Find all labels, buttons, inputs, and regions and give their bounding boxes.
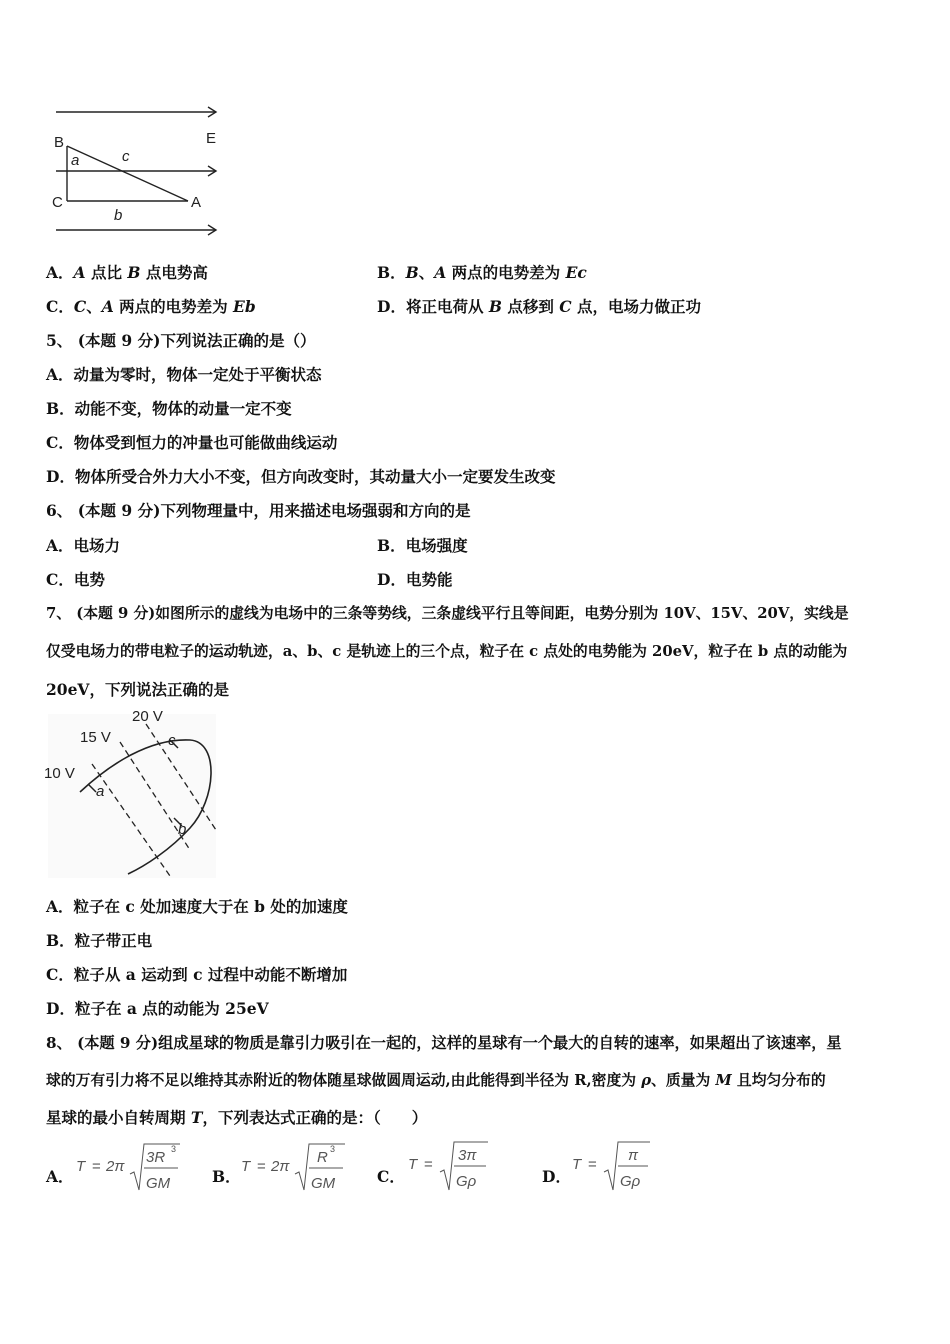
q4-option-d[interactable]: D．将正电荷从 B 点移到 C 点，电场力做正功 bbox=[377, 297, 702, 316]
q8-stem-line3: 星球的最小自转周期 T，下列表达式正确的是：（ ） bbox=[46, 1108, 428, 1127]
q4-option-b[interactable]: B．B、A 两点的电势差为 Ec bbox=[377, 263, 587, 282]
label-b: b bbox=[114, 207, 123, 224]
q7-option-d[interactable]: D．粒子在 a 点的动能为 25eV bbox=[46, 999, 269, 1018]
fc-num: 3π bbox=[458, 1147, 477, 1164]
label-B: B bbox=[54, 134, 65, 151]
q8-stem-line2: 球的万有引力将不足以维持其赤附近的物体随星球做圆周运动,由此能得到半径为 R,密度为 ρ、质量为 M 且均匀分布的 bbox=[46, 1072, 826, 1089]
q8-formula-c[interactable] bbox=[406, 1138, 496, 1194]
q6-option-a[interactable]: A．电场力 bbox=[46, 536, 121, 555]
fb-coef: 2π bbox=[271, 1158, 290, 1175]
q8-formula-b[interactable] bbox=[239, 1140, 349, 1194]
q8-option-a-label[interactable]: A． bbox=[46, 1167, 74, 1186]
q7-stem-line2: 仅受电场力的带电粒子的运动轨迹，a、b、c 是轨迹上的三个点，粒子在 c 点处的电势能为 20eV，粒子在 b 点的动能为 bbox=[46, 643, 848, 660]
fa-lhs: T bbox=[76, 1158, 86, 1175]
q5-option-a[interactable]: A．动量为零时，物体一定处于平衡状态 bbox=[46, 365, 322, 384]
q8-option-b-label[interactable]: B． bbox=[212, 1167, 241, 1186]
label-A: A bbox=[191, 194, 202, 211]
q7-option-a[interactable]: A．粒子在 c 处加速度大于在 b 处的加速度 bbox=[46, 897, 348, 916]
triangle-field-figure bbox=[40, 96, 240, 246]
fd-lhs: T bbox=[572, 1156, 582, 1173]
fb-lhs: T bbox=[241, 1158, 251, 1175]
q5-stem: 5、 (本题 9 分)下列说法正确的是（） bbox=[46, 331, 316, 350]
q6-stem: 6、 (本题 9 分)下列物理量中，用来描述电场强弱和方向的是 bbox=[46, 501, 471, 520]
fb-exp: 3 bbox=[330, 1144, 336, 1154]
label-15v: 15 V bbox=[80, 729, 111, 746]
q6-option-d[interactable]: D．电势能 bbox=[377, 570, 453, 589]
fc-den: Gρ bbox=[456, 1173, 477, 1190]
q7-option-c[interactable]: C．粒子从 a 运动到 c 过程中动能不断增加 bbox=[46, 965, 348, 984]
fd-den: Gρ bbox=[620, 1173, 641, 1190]
q4-option-c[interactable]: C．C、A 两点的电势差为 Eb bbox=[46, 297, 256, 316]
label-point-c: c bbox=[168, 732, 176, 749]
fc-eq: = bbox=[424, 1156, 433, 1173]
q7-stem-line1: 7、 (本题 9 分)如图所示的虚线为电场中的三条等势线，三条虚线平行且等间距，电势分别为 10V、15V、20V，实线是 bbox=[46, 605, 849, 622]
q7-stem-line3: 20eV，下列说法正确的是 bbox=[46, 680, 229, 699]
q8-option-c-label[interactable]: C． bbox=[377, 1167, 405, 1186]
q5-option-c[interactable]: C．物体受到恒力的冲量也可能做曲线运动 bbox=[46, 433, 338, 452]
q8-option-d-label[interactable]: D． bbox=[542, 1167, 571, 1186]
q4-option-a[interactable]: A．A 点比 B 点电势高 bbox=[46, 263, 208, 282]
fd-eq: = bbox=[588, 1156, 597, 1173]
label-20v: 20 V bbox=[132, 708, 163, 725]
fd-num: π bbox=[628, 1147, 639, 1164]
label-a: a bbox=[71, 152, 80, 169]
fb-den: GM bbox=[311, 1175, 336, 1192]
fa-den: GM bbox=[146, 1175, 171, 1192]
fa-exp: 3 bbox=[171, 1144, 177, 1154]
q8-formula-d[interactable] bbox=[570, 1138, 660, 1194]
label-C: C bbox=[52, 194, 63, 211]
label-point-a: a bbox=[96, 783, 105, 800]
q5-option-d[interactable]: D．物体所受合外力大小不变，但方向改变时，其动量大小一定要发生改变 bbox=[46, 467, 556, 486]
fb-num: R bbox=[317, 1149, 328, 1166]
label-10v: 10 V bbox=[44, 765, 75, 782]
fa-eq: = bbox=[92, 1158, 101, 1175]
q8-formula-a[interactable] bbox=[74, 1140, 184, 1194]
label-c: c bbox=[122, 148, 130, 165]
fa-num: 3R bbox=[146, 1149, 166, 1166]
fc-lhs: T bbox=[408, 1156, 418, 1173]
q7-option-b[interactable]: B．粒子带正电 bbox=[46, 931, 153, 950]
q8-stem-line1: 8、 (本题 9 分)组成星球的物质是靠引力吸引在一起的，这样的星球有一个最大的自转的速率，如果超出了该速率，星 bbox=[46, 1034, 842, 1052]
equipotential-figure bbox=[40, 700, 220, 880]
q6-option-c[interactable]: C．电势 bbox=[46, 570, 105, 589]
fa-coef: 2π bbox=[106, 1158, 125, 1175]
label-point-b: b bbox=[178, 821, 187, 838]
q6-option-b[interactable]: B．电场强度 bbox=[377, 536, 468, 555]
fb-eq: = bbox=[257, 1158, 266, 1175]
label-E: E bbox=[206, 130, 217, 147]
q5-option-b[interactable]: B．动能不变，物体的动量一定不变 bbox=[46, 399, 292, 418]
